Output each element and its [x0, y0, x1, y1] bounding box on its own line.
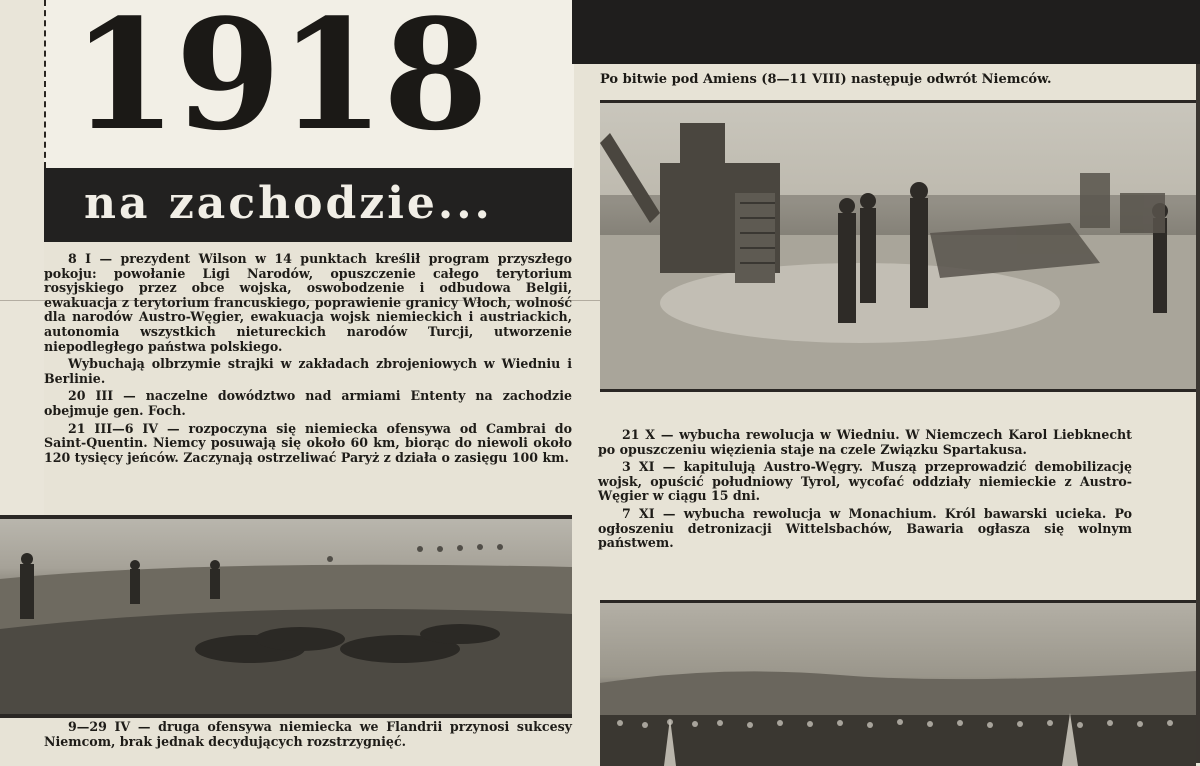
entry-8-i	[44, 252, 572, 354]
entry-21-x	[598, 428, 1132, 457]
photo-crowd	[600, 600, 1196, 766]
photo-amiens-tanks	[600, 100, 1196, 392]
entry-text: — wybucha rewolucja w Monachium. Król bawarski ucieka. Po ogłoszeniu detronizacji Wittelsbachów, Bawaria ogłasza się wolnym państwem.	[598, 505, 1132, 551]
entry-date: 3 XI	[622, 459, 655, 475]
photo-caption-amiens: Po bitwie pod Amiens (8—11 VIII) następuje odwrót Niemców.	[600, 72, 1052, 87]
left-column-text	[44, 252, 572, 468]
entry-text: — prezydent Wilson w 14 punktach kreślił program przyszłego pokoju: powołanie Ligi Narodów, opuszczenie całego terytorium rosyjskiego przez obce wojska, oswobodzenie i odbudowa Belgii, ewakuacja z terytorium francuskiego, poprawienie granicy Włoch, wolność dla narodów Austro-Węgier, ewakuacja wojsk niemieckich i austriackich, autonomia wszystkich nietureckich narodów Turcji, utworzenie niepodległego państwa polskiego.	[44, 251, 572, 354]
entry-text: — kapitulują Austro-Węgry. Muszą przeprowadzić demobilizację wojsk, opuścić południowy Tyrol, wycofać oddziały niemieckie z Austro-Węgier w ciągu 15 dni.	[598, 459, 1133, 504]
entry-date: 8 I	[68, 251, 92, 266]
entry-text: — naczelne dowództwo nad armiami Ententy na zachodzie obejmuje gen. Foch.	[44, 388, 572, 418]
entry-9-iv	[44, 720, 572, 749]
entry-text: — druga ofensywa niemiecka we Flandrii przynosi sukcesy Niemcom, brak jednak decydujących rozstrzygnięć.	[44, 719, 572, 749]
right-column-text	[598, 428, 1132, 554]
entry-text: Wybuchają olbrzymie strajki w zakładach zbrojeniowych w Wiedniu i Berlinie.	[44, 356, 572, 386]
entry-3-xi	[598, 460, 1132, 504]
fold-line	[0, 300, 600, 301]
photo-soldiers-field	[0, 515, 572, 718]
photo-amiens-illustration	[600, 103, 1196, 389]
entry-date: 21 X	[622, 427, 656, 442]
page-subtitle: na zachodzie...	[84, 178, 493, 229]
left-margin	[0, 0, 44, 515]
entry-date: 7 XI	[622, 505, 655, 521]
page-title-year: 1918	[71, 0, 487, 164]
entry-20-iii	[44, 389, 572, 418]
top-right-bar	[572, 0, 1200, 64]
photo-field-illustration	[0, 519, 572, 714]
entry-strikes	[44, 357, 572, 386]
photo-crowd-illustration	[600, 603, 1196, 766]
entry-text: — rozpoczyna się niemiecka ofensywa od Cambrai do Saint-Quentin. Niemcy posuwają się około 60 km, biorąc do niewoli około 120 tysięcy jeńców. Zaczynają ostrzeliwać Paryż z działa o zasięgu 100 km.	[44, 420, 572, 465]
bottom-left-text	[44, 720, 572, 752]
entry-date: 9—29 IV	[68, 719, 131, 734]
entry-7-xi	[598, 507, 1132, 551]
entry-text: — wybucha rewolucja w Wiedniu. W Niemczech Karol Liebknecht po opuszczeniu więzienia staje na czele Związku Spartakusa.	[598, 427, 1132, 457]
entry-date: 20 III	[68, 388, 114, 404]
right-edge-border	[1196, 64, 1200, 763]
entry-date: 21 III—6 IV	[68, 420, 159, 436]
entry-21-iii	[44, 422, 572, 466]
